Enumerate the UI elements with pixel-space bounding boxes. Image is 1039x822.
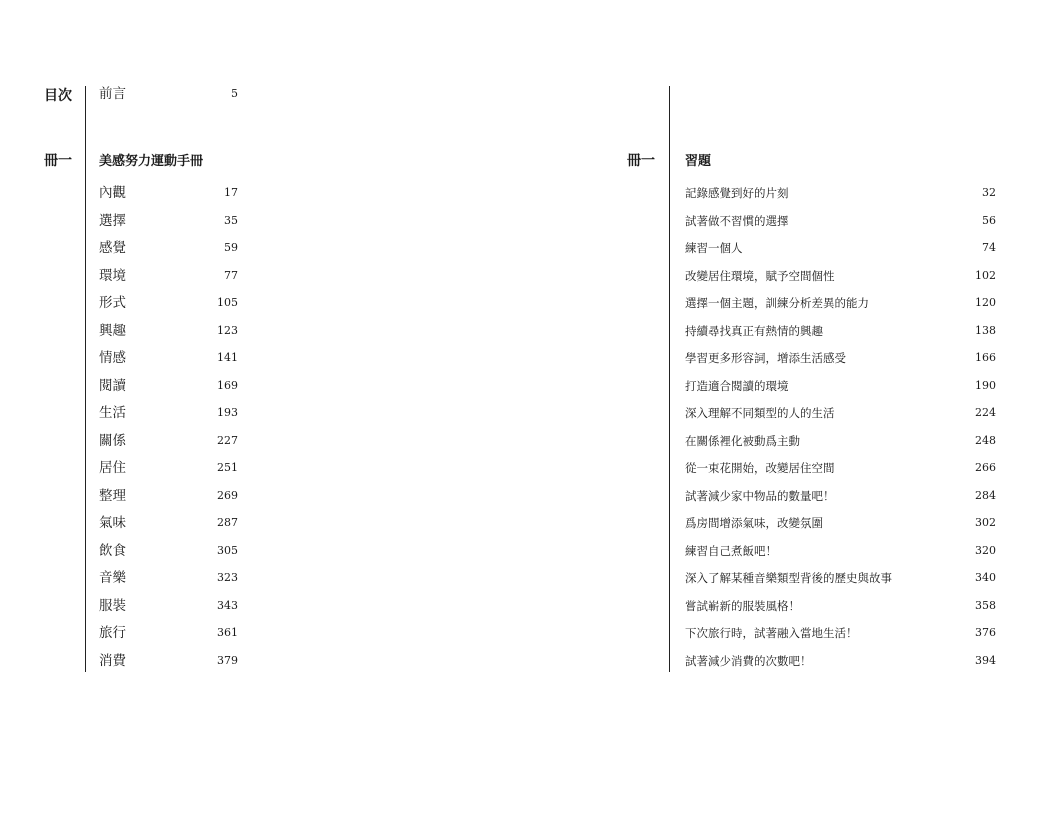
toc-entry[interactable] <box>685 376 996 396</box>
right-divider <box>669 86 670 672</box>
toc-entry-label: 整理 <box>99 487 126 504</box>
toc-entry-label: 學習更多形容詞，增添生活感受 <box>685 351 846 365</box>
toc-entry[interactable] <box>685 238 996 258</box>
toc-entry-page: 266 <box>975 461 996 474</box>
toc-entry[interactable] <box>99 651 238 671</box>
toc-entry[interactable] <box>99 348 238 368</box>
toc-entry-page: 227 <box>217 433 238 447</box>
toc-entry[interactable] <box>685 596 996 616</box>
left-divider <box>85 86 86 672</box>
left-section-label: 冊一 <box>44 153 72 169</box>
toc-entry[interactable] <box>685 486 996 506</box>
toc-entry-label: 選擇 <box>99 212 126 229</box>
toc-entry-page: 105 <box>217 296 238 309</box>
toc-entry-page: 35 <box>224 213 238 227</box>
toc-entry-label: 嘗試嶄新的服裝風格！ <box>685 598 800 613</box>
toc-entry-label: 內觀 <box>99 185 126 201</box>
toc-entry-page: 269 <box>217 488 238 502</box>
toc-entry-page: 305 <box>217 543 238 557</box>
toc-entry-label: 試著做不習慣的選擇 <box>685 213 789 228</box>
toc-entry-label: 在關係裡化被動爲主動 <box>685 433 800 448</box>
toc-entry-page: 251 <box>217 461 238 474</box>
toc-entry-label: 記錄感覺到好的片刻 <box>685 186 789 200</box>
toc-entry[interactable] <box>685 541 996 561</box>
toc-entry-page: 224 <box>975 406 996 419</box>
toc-entry[interactable] <box>685 293 996 313</box>
toc-entry[interactable] <box>99 486 238 506</box>
toc-entry-page: 248 <box>975 433 996 447</box>
toc-entry-page: 190 <box>975 378 996 392</box>
toc-entry-page: 17 <box>224 186 238 199</box>
toc-entry[interactable] <box>685 568 996 588</box>
toc-entry[interactable] <box>685 348 996 368</box>
toc-entry-page: 323 <box>217 571 238 584</box>
toc-entry[interactable] <box>685 651 996 671</box>
toc-entry-label: 居住 <box>99 460 126 476</box>
toc-entry[interactable] <box>99 541 238 561</box>
left-section-title: 美感努力運動手冊 <box>99 154 204 169</box>
toc-entry[interactable] <box>99 321 238 341</box>
toc-entry-page: 379 <box>217 653 238 667</box>
toc-entry-page: 59 <box>224 241 238 254</box>
intro-entry[interactable] <box>99 84 238 104</box>
toc-entry[interactable] <box>99 623 238 643</box>
toc-entry-label: 深入了解某種音樂類型背後的歷史與故事 <box>685 571 892 585</box>
toc-entry-page: 193 <box>217 406 238 419</box>
toc-entry[interactable] <box>99 293 238 313</box>
toc-entry-page: 123 <box>217 323 238 337</box>
toc-entry[interactable] <box>99 513 238 533</box>
toc-entry-label: 服裝 <box>99 597 126 614</box>
toc-entry[interactable] <box>685 211 996 231</box>
toc-entry-label: 爲房間增添氣味，改變氛圍 <box>685 516 823 530</box>
toc-entry-page: 120 <box>975 296 996 309</box>
toc-entry[interactable] <box>99 183 238 203</box>
toc-entry-page: 169 <box>217 378 238 392</box>
toc-entry-page: 138 <box>975 323 996 337</box>
toc-entry[interactable] <box>685 321 996 341</box>
toc-entry-label: 持續尋找真正有熱情的興趣 <box>685 323 823 338</box>
toc-entry-label: 氣味 <box>99 515 126 531</box>
toc-entry-label: 音樂 <box>99 570 126 586</box>
toc-heading: 目次 <box>44 88 72 104</box>
toc-entry-page: 320 <box>975 543 996 557</box>
right-section-label: 冊一 <box>627 153 655 169</box>
toc-entry-page: 32 <box>982 186 996 199</box>
toc-entry-label: 飲食 <box>99 542 126 559</box>
intro-page: 5 <box>231 87 238 100</box>
toc-entry[interactable] <box>685 458 996 478</box>
toc-entry-page: 358 <box>975 598 996 612</box>
toc-entry-label: 試著減少消費的次數吧！ <box>685 653 812 668</box>
toc-entry[interactable] <box>99 211 238 231</box>
toc-entry-page: 394 <box>975 653 996 667</box>
toc-entry-label: 從一束花開始，改變居住空間 <box>685 461 835 475</box>
toc-entry-page: 284 <box>975 488 996 502</box>
toc-entry[interactable] <box>99 458 238 478</box>
toc-entry-label: 形式 <box>99 295 126 311</box>
toc-entry-label: 打造適合閱讀的環境 <box>685 378 789 393</box>
toc-entry-page: 166 <box>975 351 996 364</box>
toc-entry-label: 閱讀 <box>99 377 126 394</box>
toc-entry[interactable] <box>685 266 996 286</box>
toc-entry-label: 關係 <box>99 432 126 449</box>
toc-entry-label: 環境 <box>99 267 126 284</box>
toc-entry-label: 下次旅行時，試著融入當地生活！ <box>685 626 858 640</box>
toc-entry[interactable] <box>99 403 238 423</box>
toc-entry-page: 77 <box>224 268 238 282</box>
toc-entry-page: 340 <box>975 571 996 584</box>
right-section-title: 習題 <box>685 154 712 169</box>
toc-entry-label: 試著減少家中物品的數量吧！ <box>685 488 835 503</box>
toc-entry-label: 選擇一個主題，訓練分析差異的能力 <box>685 296 869 310</box>
toc-entry-label: 練習一個人 <box>685 241 743 255</box>
toc-entry[interactable] <box>99 376 238 396</box>
toc-entry-label: 深入理解不同類型的人的生活 <box>685 406 835 420</box>
intro-label: 前言 <box>99 86 126 102</box>
toc-entry[interactable] <box>685 431 996 451</box>
toc-entry-label: 生活 <box>99 405 126 421</box>
toc-entry-page: 141 <box>217 351 238 364</box>
toc-entry-label: 旅行 <box>99 625 126 641</box>
toc-entry-page: 343 <box>217 598 238 612</box>
toc-entry[interactable] <box>99 238 238 258</box>
toc-entry[interactable] <box>685 183 996 203</box>
toc-entry-page: 287 <box>217 516 238 529</box>
toc-entry-label: 練習自己煮飯吧！ <box>685 543 777 558</box>
toc-entry[interactable] <box>99 596 238 616</box>
toc-entry[interactable] <box>99 431 238 451</box>
toc-entry-page: 361 <box>217 626 238 639</box>
toc-entry[interactable] <box>99 568 238 588</box>
toc-entry[interactable] <box>685 403 996 423</box>
toc-entry[interactable] <box>685 623 996 643</box>
toc-entry-page: 302 <box>975 516 996 529</box>
toc-entry[interactable] <box>99 266 238 286</box>
toc-entry-label: 興趣 <box>99 322 126 339</box>
toc-entry[interactable] <box>685 513 996 533</box>
toc-entry-page: 74 <box>982 241 996 254</box>
toc-entry-page: 56 <box>982 213 996 227</box>
toc-entry-label: 情感 <box>99 350 126 366</box>
toc-entry-label: 消費 <box>99 652 126 669</box>
toc-entry-label: 感覺 <box>99 240 126 256</box>
toc-entry-label: 改變居住環境，賦予空間個性 <box>685 268 835 283</box>
toc-entry-page: 376 <box>975 626 996 639</box>
toc-entry-page: 102 <box>975 268 996 282</box>
